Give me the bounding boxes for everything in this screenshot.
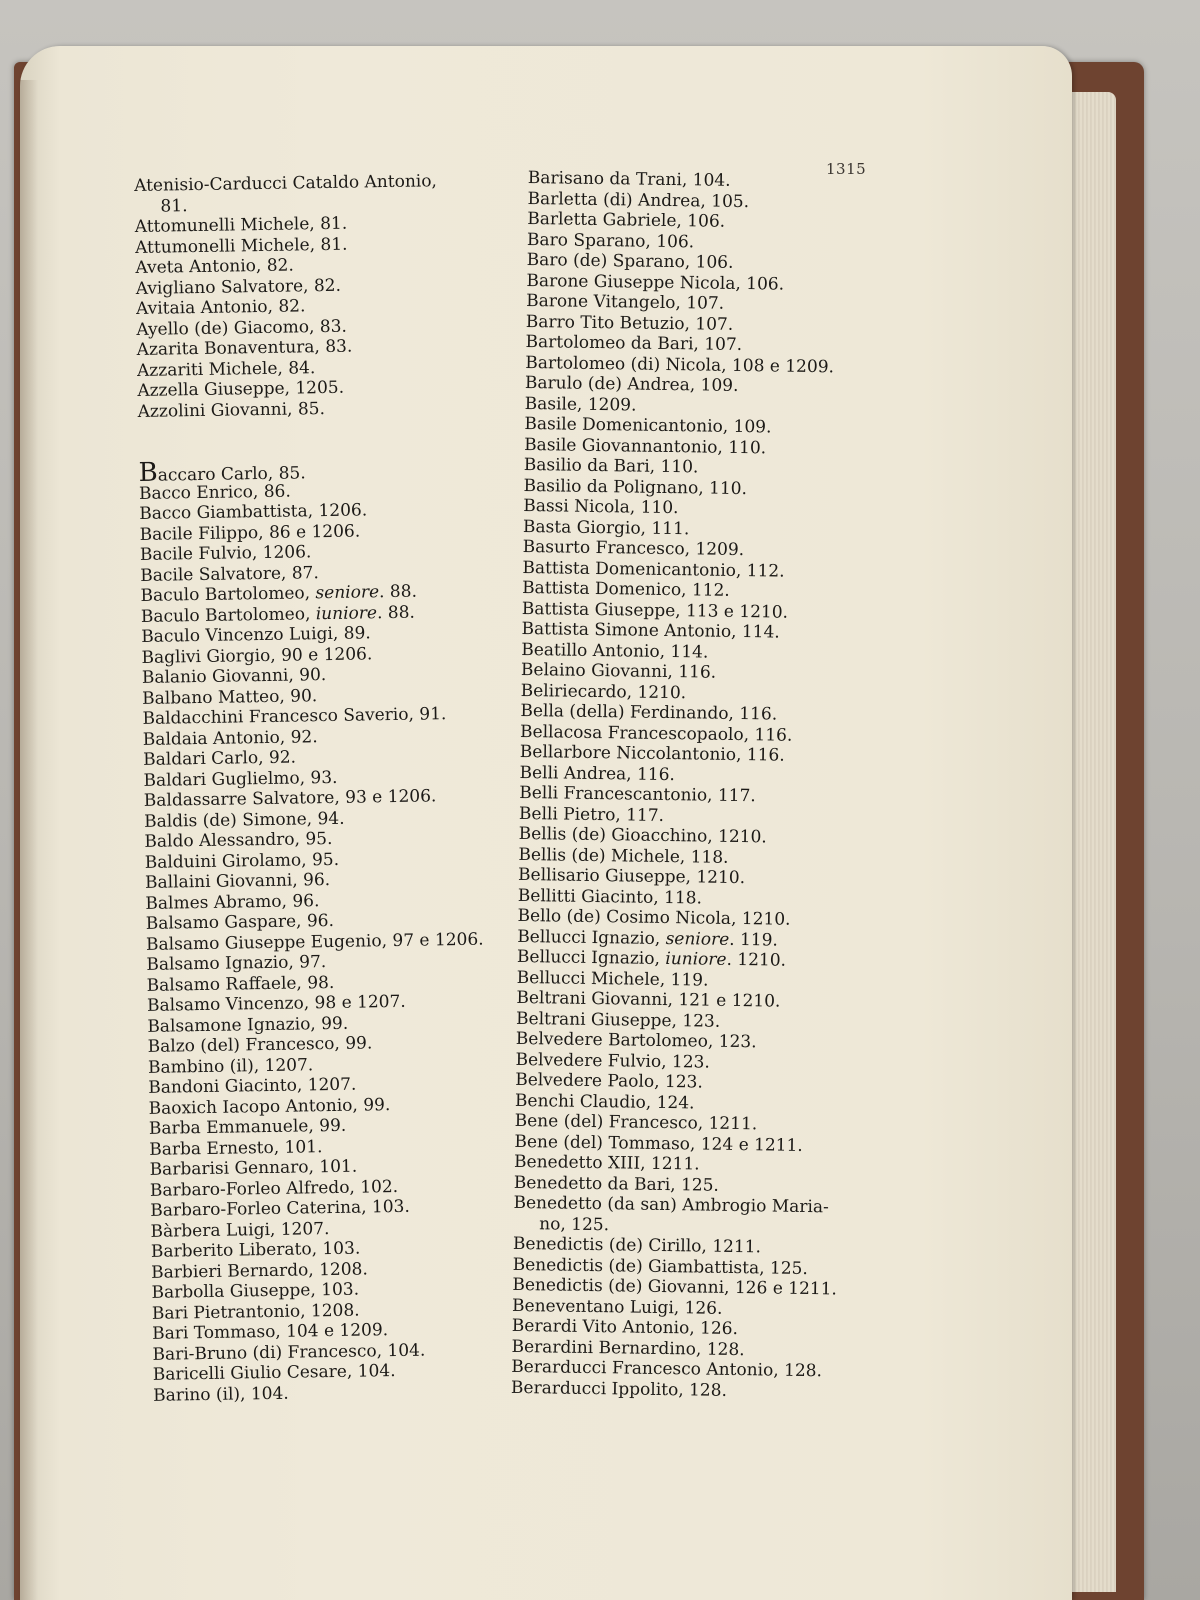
entry-text: Barletta Gabriele, 106. (527, 208, 726, 232)
entry-text: 81. (160, 195, 188, 217)
entry-text: Baculo Bartolomeo, (140, 603, 316, 627)
entry-text: Bella (della) Ferdinando, 116. (520, 700, 778, 725)
entry-text: Bellucci Michele, 119. (516, 967, 709, 991)
entry-text: Balanio Giovanni, 90. (141, 665, 327, 688)
entry-text: Azarita Bonaventura, 83. (136, 336, 353, 360)
entry-text: Baldassarre Salvatore, 93 e 1206. (143, 786, 437, 811)
entry-text: Battista Domenicantonio, 112. (522, 557, 785, 582)
entry-text: Baldo Alessandro, 95. (144, 828, 333, 852)
entry-text: Beatillo Antonio, 114. (521, 639, 709, 663)
entry-text: Beneventano Luigi, 126. (511, 1295, 723, 1319)
entry-text: Attomunelli Michele, 81. (134, 213, 348, 237)
entry-text: Beliriecardo, 1210. (520, 680, 687, 703)
entry-text: Azzariti Michele, 84. (136, 357, 316, 381)
entry-text: Balbano Matteo, 90. (142, 685, 318, 709)
entry-text: Bàrbera Luigi, 1207. (150, 1218, 330, 1242)
entry-text: Benedetto da Bari, 125. (513, 1172, 720, 1196)
entry-text: Balsamo Ignazio, 97. (146, 952, 327, 975)
entry-text: Barba Emmanuele, 99. (148, 1115, 347, 1139)
entry-text: Bacco Enrico, 86. (138, 481, 291, 504)
entry-text: Baro (de) Sparano, 106. (526, 249, 734, 273)
entry-qualifier: iuniore (665, 948, 727, 970)
index-column-left (134, 171, 491, 1406)
entry-text: Baldis (de) Simone, 94. (143, 808, 345, 832)
entry-text: Baoxich Iacopo Antonio, 99. (148, 1094, 391, 1119)
entry-text: Barbarisi Gennaro, 101. (149, 1156, 358, 1180)
entry-text: Bassi Nicola, 110. (523, 495, 679, 519)
entry-text: Bellis (de) Gioacchino, 1210. (518, 823, 767, 848)
entry-text: Baldaia Antonio, 92. (142, 726, 318, 750)
entry-text: Baldari Carlo, 92. (143, 747, 297, 770)
index-column-right (511, 168, 853, 1402)
entry-text: Berarducci Francesco Antonio, 128. (511, 1356, 823, 1382)
entry-text: Baldacchini Francesco Saverio, 91. (142, 704, 447, 729)
entry-text: Beltrani Giuseppe, 123. (515, 1008, 721, 1032)
entry-pages: . 119. (729, 929, 779, 951)
entry-text: Barba Ernesto, 101. (149, 1136, 323, 1160)
entry-text: accaro Carlo, 85. (157, 463, 306, 486)
entry-text: Bacile Filippo, 86 e 1206. (139, 520, 361, 545)
entry-text: Bacile Salvatore, 87. (140, 562, 319, 586)
entry-text: Azzolini Giovanni, 85. (137, 398, 326, 422)
entry-text: Belvedere Paolo, 123. (515, 1069, 703, 1093)
entry-qualifier: seniore (665, 928, 730, 950)
entry-text: Beltrani Giovanni, 121 e 1210. (516, 987, 781, 1012)
entry-text: Battista Giuseppe, 113 e 1210. (521, 598, 789, 623)
entry-text: Baricelli Giulio Cesare, 104. (152, 1361, 396, 1385)
entry-text: Belli Andrea, 116. (519, 762, 676, 785)
entry-text: Balsamo Raffaele, 98. (146, 972, 335, 996)
entry-text: Benchi Claudio, 124. (514, 1090, 695, 1113)
page-number: 1315 (826, 160, 867, 178)
entry-text: Bello (de) Cosimo Nicola, 1210. (517, 905, 791, 930)
entry-text: Berarducci Ippolito, 128. (510, 1377, 728, 1401)
entry-text: Balsamo Giuseppe Eugenio, 97 e 1206. (145, 929, 484, 955)
entry-text: Balduini Girolamo, 95. (144, 849, 340, 873)
entry-text: Bandoni Giacinto, 1207. (148, 1074, 357, 1098)
entry-text: Bambino (il), 1207. (147, 1054, 314, 1078)
entry-text: Balsamo Gaspare, 96. (145, 910, 335, 934)
entry-text: Belli Pietro, 117. (518, 803, 665, 826)
entry-text: Bene (del) Tommaso, 124 e 1211. (514, 1131, 803, 1156)
entry-qualifier: seniore (315, 582, 380, 604)
entry-text: Benedictis (de) Giambattista, 125. (512, 1254, 808, 1279)
entry-text: Baculo Vincenzo Luigi, 89. (141, 623, 371, 647)
entry-text: Bellucci Ignazio, (517, 926, 666, 949)
entry-text: Atenisio-Carducci Cataldo Antonio, (134, 171, 438, 196)
entry-text: Balmes Abramo, 96. (145, 890, 320, 914)
entry-text: Azzella Giuseppe, 1205. (137, 377, 345, 401)
entry-text: Basilio da Bari, 110. (523, 454, 699, 478)
entry-text: Battista Simone Antonio, 114. (521, 618, 780, 643)
entry-text: Barletta (di) Andrea, 105. (527, 188, 750, 212)
entry-text: Bellis (de) Michele, 118. (518, 844, 729, 868)
entry-text: no, 125. (539, 1213, 610, 1235)
entry-text: Belvedere Fulvio, 123. (515, 1049, 710, 1073)
entry-text: Basile Giovannantonio, 110. (523, 434, 767, 458)
entry-text: Barone Vitangelo, 107. (526, 290, 725, 314)
entry-text: Basilio da Polignano, 110. (523, 475, 748, 499)
entry-pages: . 88. (376, 602, 415, 623)
entry-text: Baldari Guglielmo, 93. (143, 767, 338, 791)
entry-text: Bellacosa Francescopaolo, 116. (519, 721, 793, 746)
entry-text: Barbaro-Forleo Alfredo, 102. (149, 1176, 399, 1201)
entry-text: Barone Giuseppe Nicola, 106. (526, 270, 785, 295)
entry-text: Attumonelli Michele, 81. (134, 234, 348, 258)
section-initial: B (138, 457, 159, 488)
entry-text: Basile, 1209. (524, 393, 637, 416)
entry-text: Bari Tommaso, 104 e 1209. (152, 1320, 389, 1344)
entry-text: Benedictis (de) Cirillo, 1211. (512, 1233, 762, 1258)
entry-text: Bellarbore Niccolantonio, 116. (519, 741, 785, 766)
entry-text: Barbaro-Forleo Caterina, 103. (150, 1196, 410, 1221)
entry-text: Basile Domenicantonio, 109. (524, 413, 772, 438)
entry-text: Benedetto (da san) Ambrogio Maria- (513, 1192, 829, 1218)
entry-text: Barbieri Bernardo, 1208. (151, 1258, 368, 1283)
entry-text: Benedictis (de) Giovanni, 126 e 1211. (512, 1274, 838, 1300)
entry-pages: . 1210. (726, 949, 787, 971)
entry-text: Barbolla Giuseppe, 103. (151, 1279, 360, 1303)
entry-text: Baculo Bartolomeo, (140, 583, 316, 606)
entry-text: Bacco Giambattista, 1206. (139, 500, 368, 524)
entry-text: Balzo (del) Francesco, 99. (147, 1033, 373, 1057)
entry-text: Battista Domenico, 112. (521, 577, 730, 601)
entry-text: Baglivi Giorgio, 90 e 1206. (141, 643, 373, 668)
entry-text: Barro Tito Betuzio, 107. (525, 311, 734, 335)
entry-text: Basta Giorgio, 111. (522, 516, 690, 539)
entry-text: Barulo (de) Andrea, 109. (524, 372, 739, 396)
entry-text: Ayello (de) Giacomo, 83. (136, 316, 348, 340)
entry-text: Belaino Giovanni, 116. (520, 659, 717, 683)
entry-text: Bene (del) Francesco, 1211. (514, 1110, 758, 1135)
entry-text: Balsamone Ignazio, 99. (147, 1013, 349, 1037)
entry-text: Bartolomeo da Bari, 107. (525, 331, 743, 356)
entry-text: Avitaia Antonio, 82. (135, 296, 306, 319)
page-gutter-shadow (20, 80, 38, 1600)
entry-qualifier: iuniore (315, 602, 378, 624)
entry-text: Balsamo Vincenzo, 98 e 1207. (146, 991, 406, 1016)
entry-text: Aveta Antonio, 82. (135, 255, 294, 278)
entry-text: Berardi Vito Antonio, 126. (511, 1315, 739, 1340)
entry-text: Bari-Bruno (di) Francesco, 104. (152, 1340, 426, 1365)
entry-text: Bari Pietrantonio, 1208. (151, 1300, 360, 1324)
entry-text: Baro Sparano, 106. (526, 229, 695, 252)
entry-text: Bellisario Giuseppe, 1210. (517, 864, 746, 889)
entry-text: Bacile Fulvio, 1206. (139, 542, 312, 565)
entry-text: Bartolomeo (di) Nicola, 108 e 1209. (525, 352, 835, 377)
entry-text: Barino (il), 104. (152, 1383, 289, 1406)
entry-text: Berardini Bernardino, 128. (511, 1336, 745, 1360)
entry-text: Ballaini Giovanni, 96. (144, 870, 331, 893)
entry-text: Belvedere Bartolomeo, 123. (515, 1028, 757, 1053)
entry-pages: . 88. (378, 581, 418, 603)
entry-text: Bellucci Ignazio, (516, 946, 666, 969)
entry-text: Basurto Francesco, 1209. (522, 536, 745, 561)
entry-text: Benedetto XIII, 1211. (513, 1151, 700, 1175)
entry-text: Bellitti Giacinto, 118. (517, 885, 703, 908)
entry-text: Belli Francescantonio, 117. (519, 782, 756, 807)
entry-text: Barberito Liberato, 103. (150, 1238, 361, 1262)
entry-text: Barisano da Trani, 104. (527, 168, 731, 191)
entry-text: Avigliano Salvatore, 82. (135, 275, 342, 299)
